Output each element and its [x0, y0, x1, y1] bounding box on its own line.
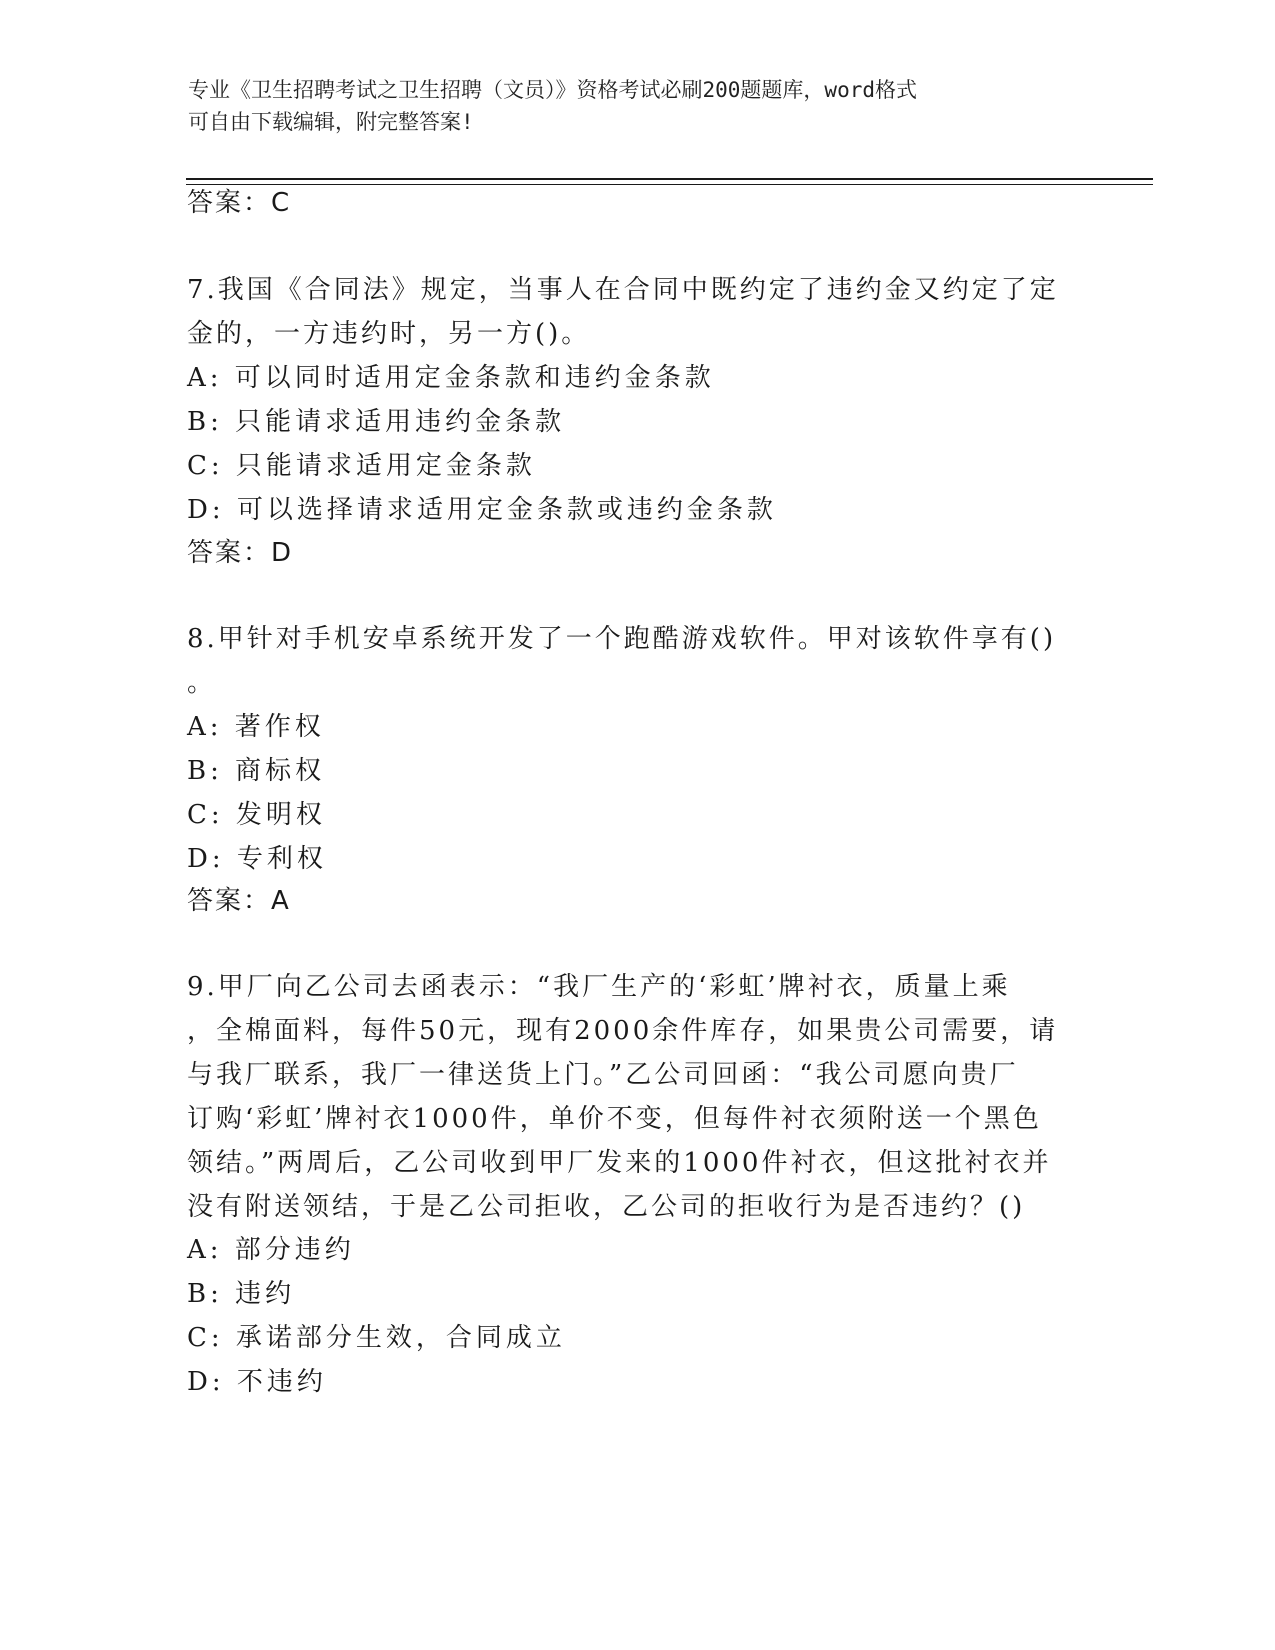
question-7-option-b: B: 只能请求适用违约金条款: [187, 407, 566, 437]
question-9-line-1: 9.甲厂向乙公司去函表示：“我厂生产的‘彩虹’牌衬衣，质量上乘: [187, 972, 1011, 1002]
question-9-line-5: 领结。”两周后，乙公司收到甲厂发来的1000件衬衣，但这批衬衣并: [187, 1148, 1052, 1178]
question-8-answer: 答案：A: [187, 886, 291, 916]
question-8-option-d: D: 专利权: [187, 844, 327, 874]
previous-answer: 答案：C: [187, 188, 292, 218]
question-7-option-c: C: 只能请求适用定金条款: [187, 451, 536, 481]
question-9-option-a: A: 部分违约: [187, 1235, 355, 1265]
question-9-line-4: 订购‘彩虹’牌衬衣1000件，单价不变，但每件衬衣须附送一个黑色: [187, 1104, 1042, 1134]
document-header: [188, 74, 1068, 138]
header-line-2: 可自由下载编辑，附完整答案!: [188, 110, 474, 134]
question-8-line-2: 。: [187, 668, 217, 698]
question-9-option-c: C: 承诺部分生效，合同成立: [187, 1323, 566, 1353]
header-rule-thin: [186, 184, 1153, 185]
question-9-option-d: D: 不违约: [187, 1367, 327, 1397]
question-8-line-1: 8.甲针对手机安卓系统开发了一个跑酷游戏软件。甲对该软件享有(): [187, 624, 1057, 654]
question-9-line-2: ，全棉面料，每件50元，现有2000余件库存，如果贵公司需要，请: [187, 1016, 1059, 1046]
header-line-1: 专业《卫生招聘考试之卫生招聘（文员）》资格考试必刷200题题库，word格式: [188, 78, 917, 102]
question-8-option-c: C: 发明权: [187, 800, 326, 830]
question-7-answer: 答案：D: [187, 538, 294, 568]
question-7-line-2: 金的，一方违约时，另一方()。: [187, 319, 591, 349]
header-rule-thick: [186, 178, 1153, 180]
question-9-line-6: 没有附送领结，于是乙公司拒收，乙公司的拒收行为是否违约？(): [187, 1192, 1026, 1222]
question-9-line-3: 与我厂联系，我厂一律送货上门。”乙公司回函：“我公司愿向贵厂: [187, 1060, 1019, 1090]
question-7-option-d: D: 可以选择请求适用定金条款或违约金条款: [187, 495, 777, 525]
question-8-option-b: B: 商标权: [187, 756, 326, 786]
question-8-option-a: A: 著作权: [187, 712, 325, 742]
question-9-option-b: B: 违约: [187, 1279, 296, 1309]
question-7-line-1: 7.我国《合同法》规定，当事人在合同中既约定了违约金又约定了定: [187, 275, 1059, 305]
question-7-option-a: A: 可以同时适用定金条款和违约金条款: [187, 363, 715, 393]
